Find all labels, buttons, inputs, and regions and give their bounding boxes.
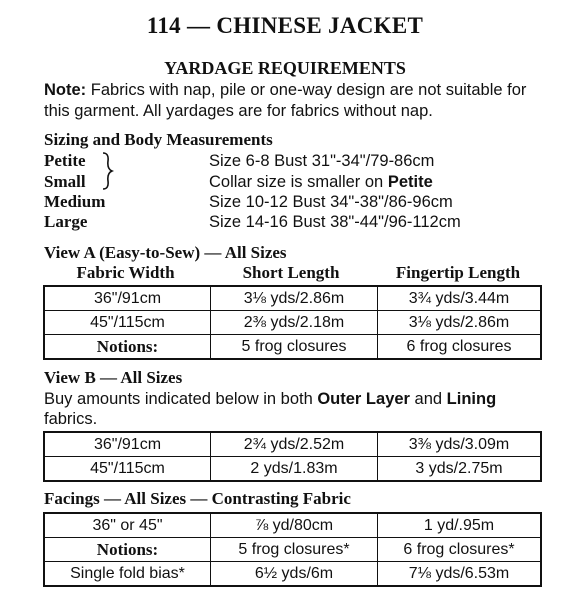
table-cell: Single fold bias* bbox=[44, 562, 211, 587]
view-b-text: fabrics. bbox=[44, 410, 98, 428]
table-cell: 2¾ yds/2.52m bbox=[211, 432, 378, 457]
table-cell: 3⅛ yds/2.86m bbox=[378, 311, 542, 335]
table-row bbox=[44, 538, 541, 562]
facings-heading: Facings — All Sizes — Contrasting Fabric bbox=[44, 489, 351, 508]
table-cell: 2 yds/1.83m bbox=[211, 457, 378, 482]
table-cell: 36"/91cm bbox=[44, 432, 211, 457]
column-fingertip-length: Fingertip Length bbox=[395, 263, 521, 282]
table-row bbox=[44, 457, 541, 482]
size-label-small: Small bbox=[44, 172, 86, 191]
size-value-small-text: Collar size is smaller on bbox=[209, 173, 388, 191]
size-label-medium: Medium bbox=[44, 192, 106, 211]
view-a-table bbox=[43, 285, 542, 360]
size-value-small-bold: Petite bbox=[387, 173, 433, 191]
size-value-petite: Size 6-8 Bust 31"-34"/79-86cm bbox=[209, 152, 435, 170]
note-paragraph bbox=[44, 80, 544, 122]
note-text: Fabrics with nap, pile or one-way design are not suitable for this garment. All yardages are for fabrics without nap. bbox=[44, 81, 527, 120]
view-b-text: Buy amounts indicated below in both bbox=[44, 390, 318, 408]
size-value-large: Size 14-16 Bust 38"-44"/96-112cm bbox=[209, 213, 461, 231]
yardage-subtitle: YARDAGE REQUIREMENTS bbox=[164, 58, 406, 78]
table-row bbox=[44, 562, 541, 587]
table-cell: 36"/91cm bbox=[44, 286, 211, 311]
table-cell: 3⅛ yds/2.86m bbox=[211, 286, 378, 311]
view-a-heading: View A (Easy-to-Sew) — All Sizes bbox=[44, 243, 287, 262]
brace-icon bbox=[100, 151, 114, 191]
view-b-text: and bbox=[409, 390, 447, 408]
table-cell: 5 frog closures* bbox=[211, 538, 378, 562]
table-cell: 45"/115cm bbox=[44, 311, 211, 335]
table-row bbox=[44, 432, 541, 457]
page-title: 114 — CHINESE JACKET bbox=[146, 13, 424, 38]
table-cell: 3¾ yds/3.44m bbox=[378, 286, 542, 311]
table-cell: 2⅜ yds/2.18m bbox=[211, 311, 378, 335]
table-cell: 1 yd/.95m bbox=[378, 513, 542, 538]
table-row bbox=[44, 311, 541, 335]
column-fabric-width: Fabric Width bbox=[76, 263, 175, 282]
table-cell: 3⅜ yds/3.09m bbox=[378, 432, 542, 457]
sizing-heading: Sizing and Body Measurements bbox=[44, 130, 273, 149]
view-b-heading: View B — All Sizes bbox=[44, 368, 183, 387]
table-cell: 3 yds/2.75m bbox=[378, 457, 542, 482]
table-cell: 6 frog closures* bbox=[378, 538, 542, 562]
table-cell: 7⅛ yds/6.53m bbox=[378, 562, 542, 587]
table-cell: Notions: bbox=[44, 335, 211, 360]
table-cell: ⅞ yd/80cm bbox=[211, 513, 378, 538]
table-cell: 6 frog closures bbox=[378, 335, 542, 360]
table-cell: Notions: bbox=[44, 538, 211, 562]
table-row bbox=[44, 335, 541, 360]
table-cell: 45"/115cm bbox=[44, 457, 211, 482]
facings-table bbox=[43, 512, 542, 587]
note-label: Note: bbox=[44, 81, 87, 99]
table-row bbox=[44, 513, 541, 538]
view-b-bold-lining: Lining bbox=[446, 390, 497, 408]
view-b-bold-outer: Outer Layer bbox=[317, 390, 410, 408]
size-label-petite: Petite bbox=[44, 151, 86, 170]
size-label-large: Large bbox=[44, 212, 88, 231]
table-cell: 5 frog closures bbox=[211, 335, 378, 360]
size-value-small bbox=[209, 173, 433, 192]
size-value-medium: Size 10-12 Bust 34"-38"/86-96cm bbox=[209, 193, 453, 211]
column-short-length: Short Length bbox=[242, 263, 340, 282]
table-cell: 36" or 45" bbox=[44, 513, 211, 538]
table-row bbox=[44, 286, 541, 311]
table-cell: 6½ yds/6m bbox=[211, 562, 378, 587]
view-b-instructions bbox=[44, 389, 544, 429]
view-b-table bbox=[43, 431, 542, 482]
